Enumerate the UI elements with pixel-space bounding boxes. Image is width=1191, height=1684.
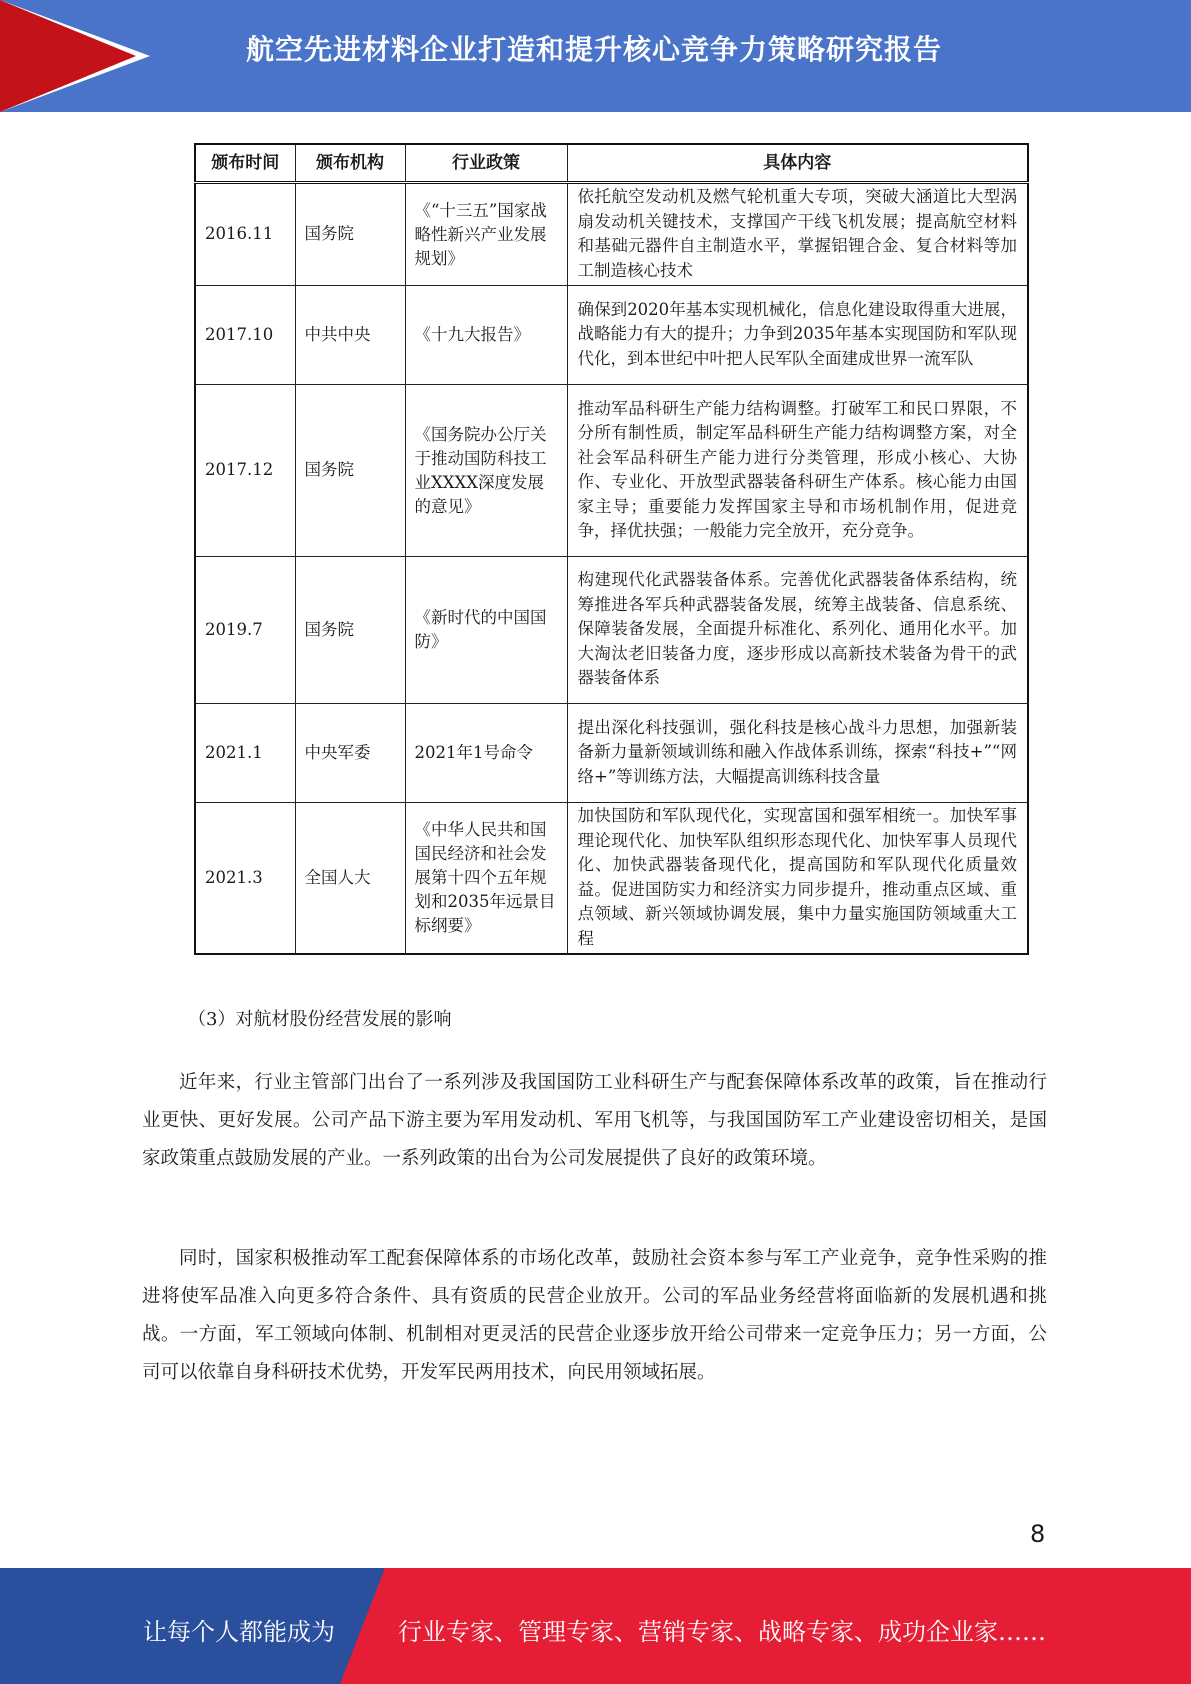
cell-org: 中央军委 bbox=[295, 704, 405, 803]
cell-content: 推动军品科研生产能力结构调整。打破军工和民口界限，不分所有制性质，制定军品科研生产能力结构调整方案，对全社会军品科研生产能力进行分类管理，形成小核心、大协作、专业化、开放型武器装备科研生产体系。核心能力由国家主导；重要能力发挥国家主导和市场机制作用，促进竞争，择优扶强；一般能力完全放开，充分竞争。 bbox=[567, 385, 1028, 557]
table-row bbox=[195, 183, 1028, 286]
table-row bbox=[195, 385, 1028, 557]
cell-org: 全国人大 bbox=[295, 803, 405, 955]
body-paragraph: 同时，国家积极推动军工配套保障体系的市场化改革，鼓励社会资本参与军工产业竞争，竞争性采购的推进将使军品准入向更多符合条件、具有资质的民营企业放开。公司的军品业务经营将面临新的发展机遇和挑战。一方面，军工领域向体制、机制相对更灵活的民营企业逐步放开给公司带来一定竞争压力；另一方面，公司可以依靠自身科研技术优势，开发军民两用技术，向民用领域拓展。 bbox=[142, 1248, 1047, 1383]
header-content: 具体内容 bbox=[567, 144, 1028, 183]
report-title: 航空先进材料企业打造和提升核心竞争力策略研究报告 bbox=[246, 33, 943, 66]
cell-content: 确保到2020年基本实现机械化，信息化建设取得重大进展，战略能力有大的提升；力争到2035年基本实现国防和军队现代化，到本世纪中叶把人民军队全面建成世界一流军队 bbox=[567, 286, 1028, 385]
header-date: 颁布时间 bbox=[195, 144, 295, 183]
table-row bbox=[195, 803, 1028, 955]
policy-table bbox=[194, 143, 1029, 955]
header-org: 颁布机构 bbox=[295, 144, 405, 183]
cell-org: 国务院 bbox=[295, 385, 405, 557]
section-heading: （3）对航材股份经营发展的影响 bbox=[188, 1009, 452, 1030]
cell-policy: 2021年1号命令 bbox=[405, 704, 567, 803]
cell-content: 加快国防和军队现代化，实现富国和强军相统一。加快军事理论现代化、加快军队组织形态现代化、加快军事人员现代化、加快武器装备现代化，提高国防和军队现代化质量效益。促进国防实力和经济实力同步提升，推动重点区域、重点领域、新兴领域协调发展，集中力量实施国防领域重大工程 bbox=[567, 803, 1028, 955]
table-header-row bbox=[195, 144, 1028, 183]
cell-policy: 《新时代的中国国防》 bbox=[405, 557, 567, 704]
cell-date: 2021.3 bbox=[195, 803, 295, 955]
cell-date: 2016.11 bbox=[195, 183, 295, 286]
header-policy: 行业政策 bbox=[405, 144, 567, 183]
cell-policy: 《“十三五”国家战略性新兴产业发展规划》 bbox=[405, 183, 567, 286]
cell-content: 提出深化科技强训，强化科技是核心战斗力思想，加强新装备新力量新领域训练和融入作战体系训练，探索“科技+”“网络+”等训练方法，大幅提高训练科技含量 bbox=[567, 704, 1028, 803]
body-paragraph: 近年来，行业主管部门出台了一系列涉及我国国防工业科研生产与配套保障体系改革的政策，旨在推动行业更快、更好发展。公司产品下游主要为军用发动机、军用飞机等，与我国国防军工产业建设密切相关，是国家政策重点鼓励发展的产业。一系列政策的出台为公司发展提供了良好的政策环境。 bbox=[142, 1072, 1047, 1169]
cell-policy: 《国务院办公厅关于推动国防科技工业XXXX深度发展的意见》 bbox=[405, 385, 567, 557]
cell-content: 依托航空发动机及燃气轮机重大专项，突破大涵道比大型涡扇发动机关键技术，支撑国产干线飞机发展；提高航空材料和基础元器件自主制造水平，掌握铝锂合金、复合材料等加工制造核心技术 bbox=[567, 183, 1028, 286]
table-row bbox=[195, 286, 1028, 385]
page-number: 8 bbox=[1030, 1520, 1046, 1548]
cell-date: 2017.12 bbox=[195, 385, 295, 557]
table-row bbox=[195, 704, 1028, 803]
header-arrow-icon bbox=[0, 0, 136, 112]
cell-org: 国务院 bbox=[295, 557, 405, 704]
cell-date: 2017.10 bbox=[195, 286, 295, 385]
cell-content: 构建现代化武器装备体系。完善优化武器装备体系结构，统筹推进各军兵种武器装备发展，统筹主战装备、信息系统、保障装备发展，全面提升标准化、系列化、通用化水平。加大淘汰老旧装备力度，逐步形成以高新技术装备为骨干的武器装备体系 bbox=[567, 557, 1028, 704]
cell-org: 中共中央 bbox=[295, 286, 405, 385]
footer-slogan-right: 行业专家、管理专家、营销专家、战略专家、成功企业家…… bbox=[398, 1618, 1046, 1646]
header-band bbox=[0, 0, 1191, 112]
footer-slogan-left: 让每个人都能成为 bbox=[143, 1618, 335, 1646]
cell-date: 2019.7 bbox=[195, 557, 295, 704]
cell-policy: 《中华人民共和国国民经济和社会发展第十四个五年规划和2035年远景目标纲要》 bbox=[405, 803, 567, 955]
cell-policy: 《十九大报告》 bbox=[405, 286, 567, 385]
cell-date: 2021.1 bbox=[195, 704, 295, 803]
footer-band bbox=[0, 1568, 1191, 1684]
table-row bbox=[195, 557, 1028, 704]
footer-blue-slant bbox=[340, 1568, 385, 1684]
cell-org: 国务院 bbox=[295, 183, 405, 286]
